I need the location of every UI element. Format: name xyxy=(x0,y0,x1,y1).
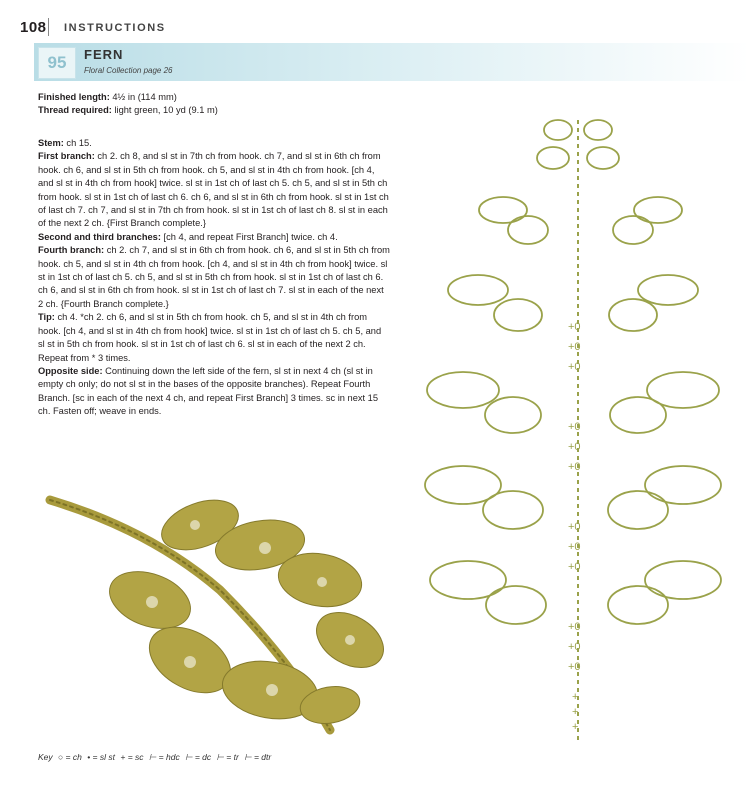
svg-text:+: + xyxy=(572,691,579,703)
specs-block xyxy=(38,91,390,118)
instruction-second-third: Second and third branches: [ch 4, and repeat First Branch] twice. ch 4. xyxy=(38,231,338,242)
key-item: ⊢ = tr xyxy=(216,752,239,762)
svg-text:+0: +0 xyxy=(568,561,581,573)
pattern-number: 95 xyxy=(38,47,76,79)
svg-text:+0: +0 xyxy=(568,341,581,353)
key-item: ⊢ = hdc xyxy=(148,752,180,762)
fern-photo xyxy=(30,470,400,740)
key-item: + = sc xyxy=(120,752,144,762)
stitch-key xyxy=(38,752,274,763)
key-item: ⊢ = dc xyxy=(185,752,212,762)
svg-text:+0: +0 xyxy=(568,641,581,653)
svg-text:+0: +0 xyxy=(568,421,581,433)
thread-required: Thread required: light green, 10 yd (9.1 m) xyxy=(38,105,218,116)
header-divider xyxy=(48,18,49,36)
svg-text:+0: +0 xyxy=(568,661,581,673)
instruction-opposite-side: Opposite side: Continuing down the left side of the fern, sl st in next 4 ch (sl st in empty ch only; do not sl st in the bases of the opposite branches). Repeat Fourth Branch. [sc in each of the next 4 ch, and repeat First Branch] 3 times. sc in next 15 ch. Fasten off; weave in ends. xyxy=(38,365,379,417)
svg-text:+: + xyxy=(572,721,579,733)
key-item: ⊢ = dtr xyxy=(244,752,272,762)
collection-reference: Floral Collection page 26 xyxy=(84,66,173,75)
crochet-chart xyxy=(408,100,750,750)
svg-text:+0: +0 xyxy=(568,321,581,333)
instruction-stem: Stem: ch 15. xyxy=(38,138,92,148)
key-item: ○ = ch xyxy=(58,752,82,762)
running-head: INSTRUCTIONS xyxy=(64,22,166,34)
svg-text:+0: +0 xyxy=(568,461,581,473)
instruction-fourth-branch: Fourth branch: ch 2. ch 7, and sl st in 6th ch from hook. ch 6, and sl st in 5th ch from hook. ch 5, and sl st in 4th ch from hook. [ch 4, and sl st in 4th ch from hook] twice. sl st in 1st ch of last ch 5. ch 5, and sl st in 5th ch from hook. sl st in 1st ch of last ch 6. ch 6, and sl st in 6th ch from hook. sl st in 1st ch of last ch 7. sl st in each of the next 2 ch. {Fourth Branch complete.} xyxy=(38,245,390,309)
svg-text:+: + xyxy=(572,706,579,718)
instruction-tip: Tip: ch 4. *ch 2. ch 6, and sl st in 5th ch from hook. ch 5, and sl st in 4th ch from hook. [ch 4, and sl st in 4th ch from hook] twice. sl st in 1st ch of last ch 5. ch 5, and sl st in 5th ch from hook. sl st in 1st ch of last ch 6. sl st in each of the next 2 ch. Repeat from * 3 times. xyxy=(38,312,382,363)
svg-text:+0: +0 xyxy=(568,361,581,373)
svg-text:+0: +0 xyxy=(568,621,581,633)
key-item: • = sl st xyxy=(87,752,115,762)
pattern-banner xyxy=(34,43,750,81)
key-label: Key xyxy=(38,752,53,762)
instruction-first-branch: First branch: ch 2. ch 8, and sl st in 7th ch from hook. ch 7, and sl st in 6th ch from hook. ch 6, and sl st in 5th ch from hook. ch 5, and sl st in 4th ch from hook. [ch 4, and sl st in 4th ch from hook] twice. sl st in 1st ch of last ch 5. ch 5, and sl st in 5th ch from hook. sl st in 1st ch of last ch 6. ch 6, and sl st in 6th ch from hook. sl st in 1st ch of last ch 7. ch 7, and sl st in 7th ch from hook. sl st in 1st ch of last ch 8. sl st in each of the next 2 ch. {First Branch complete.} xyxy=(38,151,389,229)
instructions-body xyxy=(38,137,390,419)
svg-text:+0: +0 xyxy=(568,441,581,453)
svg-text:+0: +0 xyxy=(568,541,581,553)
finished-length: Finished length: 4½ in (114 mm) xyxy=(38,92,177,102)
page-number: 108 xyxy=(20,19,47,36)
svg-text:+0: +0 xyxy=(568,521,581,533)
pattern-title: FERN xyxy=(84,47,124,62)
